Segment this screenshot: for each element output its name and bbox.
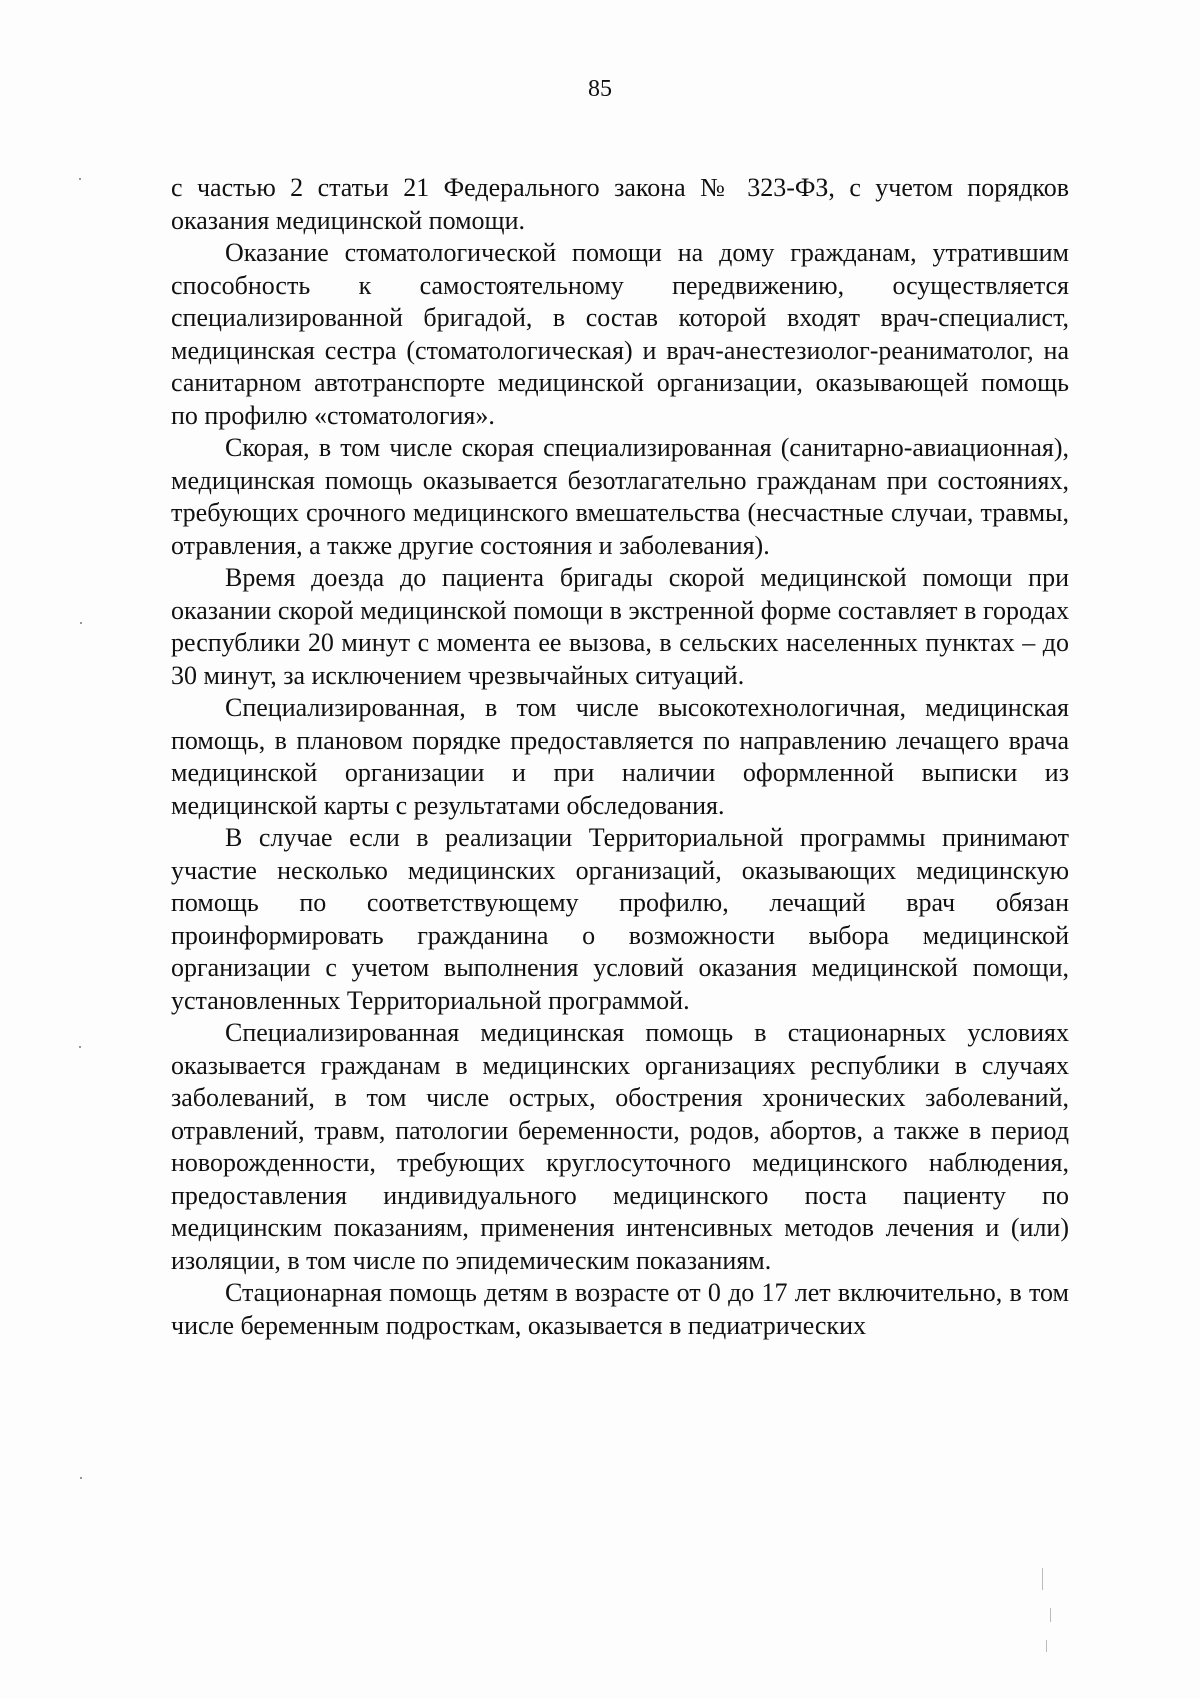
scan-speck [80,1477,82,1479]
paragraph-dental-home-care: Оказание стоматологической помощи на дому гражданам, утратившим способность к самостоятельному передвижению, осуществляется специализированной бригадой, в состав которой входят врач-специалист, медицинская сестра (стоматологическая) и врач-анестезиолог-реаниматолог, на санитарном автотранспорте медицинской организации, оказывающей помощь по профилю «стоматология». [171,238,1069,430]
paragraph-inpatient-care: Специализированная медицинская помощь в стационарных условиях оказывается гражданам в медицинских организациях республики в случаях заболеваний, в том числе острых, обострения хронических заболеваний, отравлений, травм, патологии беременности, родов, абортов, а также в период новорожденности, требующих круглосуточного медицинского наблюдения, предоставления индивидуального медицинского поста пациенту по медицинским показаниям, применения интенсивных методов лечения и (или) изоляции, в том числе по эпидемическим показаниям. [171,1018,1069,1275]
document-body [171,172,1069,1342]
paragraph-arrival-time: Время доезда до пациента бригады скорой медицинской помощи при оказании скорой медицинской помощи в экстренной форме составляет в городах республики 20 минут с момента ее вызова, в сельских населенных пунктах – до 30 минут, за исключением чрезвычайных ситуаций. [171,563,1069,690]
scan-mark [1046,1640,1047,1652]
scan-speck [80,622,82,624]
paragraph-specialized-care: Специализированная, в том числе высокотехнологичная, медицинская помощь, в плановом порядке предоставляется по направлению лечащего врача медицинской организации и при наличии оформленной выписки из медицинской карты с результатами обследования. [171,693,1069,820]
paragraph-pediatric-care: Стационарная помощь детям в возрасте от 0 до 17 лет включительно, в том числе беременным подросткам, оказывается в педиатрических [171,1278,1069,1340]
paragraph-emergency-care: Скорая, в том числе скорая специализированная (санитарно-авиационная), медицинская помощь оказывается безотлагательно гражданам при состояниях, требующих срочного медицинского вмешательства (несчастные случаи, травмы, отравления, а также другие состояния и заболевания). [171,433,1069,560]
paragraph-continuation: с частью 2 статьи 21 Федерального закона № 323-ФЗ, с учетом порядков оказания медицинской помощи. [171,173,1069,235]
scan-mark [1042,1568,1043,1590]
paragraph-choice-of-organization: В случае если в реализации Территориальной программы принимают участие несколько медицинских организаций, оказывающих медицинскую помощь по соответствующему профилю, лечащий врач обязан проинформировать гражданина о возможности выбора медицинской организации с учетом выполнения условий оказания медицинской помощи, установленных Территориальной программой. [171,823,1069,1015]
page-number: 85 [588,76,612,102]
scan-speck [79,1046,81,1048]
scan-mark [1050,1608,1051,1622]
scan-speck [79,178,81,180]
